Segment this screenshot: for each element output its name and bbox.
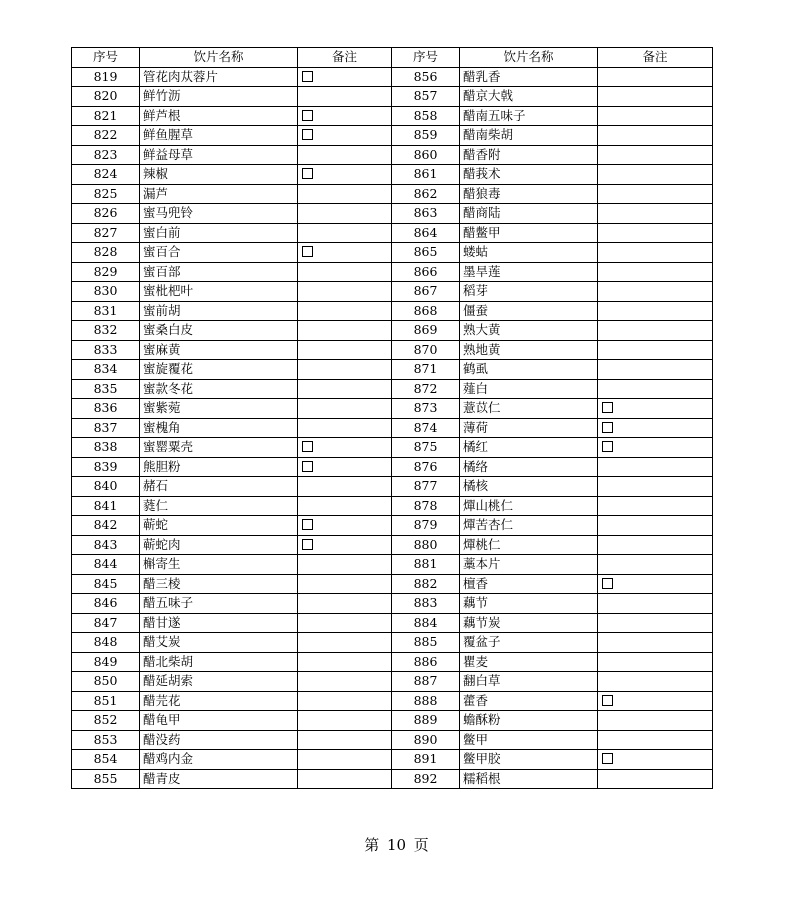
herb-name-cell: 藕节 bbox=[460, 594, 598, 614]
herb-name-cell: 醋青皮 bbox=[140, 769, 298, 789]
table-row bbox=[72, 477, 713, 497]
herb-name-cell: 蜜紫菀 bbox=[140, 399, 298, 419]
note-cell bbox=[298, 711, 392, 731]
serial-cell: 832 bbox=[72, 321, 140, 341]
serial-cell: 837 bbox=[72, 418, 140, 438]
note-cell bbox=[598, 282, 713, 302]
serial-cell: 821 bbox=[72, 106, 140, 126]
serial-cell: 874 bbox=[392, 418, 460, 438]
serial-cell: 849 bbox=[72, 652, 140, 672]
table-row bbox=[72, 457, 713, 477]
serial-cell: 865 bbox=[392, 243, 460, 263]
serial-cell: 889 bbox=[392, 711, 460, 731]
checkbox-mark-icon bbox=[302, 441, 313, 452]
note-cell bbox=[598, 769, 713, 789]
table-row bbox=[72, 730, 713, 750]
herb-name-cell: 燀桃仁 bbox=[460, 535, 598, 555]
note-cell bbox=[298, 360, 392, 380]
note-cell bbox=[598, 574, 713, 594]
header-name-left: 饮片名称 bbox=[140, 48, 298, 68]
note-cell bbox=[598, 204, 713, 224]
serial-cell: 857 bbox=[392, 87, 460, 107]
serial-cell: 835 bbox=[72, 379, 140, 399]
herb-name-cell: 醋北柴胡 bbox=[140, 652, 298, 672]
checkbox-mark-icon bbox=[302, 110, 313, 121]
note-cell bbox=[298, 691, 392, 711]
note-cell bbox=[598, 126, 713, 146]
serial-cell: 838 bbox=[72, 438, 140, 458]
herb-name-cell: 醋没药 bbox=[140, 730, 298, 750]
serial-cell: 852 bbox=[72, 711, 140, 731]
note-cell bbox=[598, 145, 713, 165]
serial-cell: 820 bbox=[72, 87, 140, 107]
serial-cell: 853 bbox=[72, 730, 140, 750]
serial-cell: 879 bbox=[392, 516, 460, 536]
note-cell bbox=[298, 145, 392, 165]
serial-cell: 864 bbox=[392, 223, 460, 243]
serial-cell: 892 bbox=[392, 769, 460, 789]
table-row bbox=[72, 496, 713, 516]
serial-cell: 882 bbox=[392, 574, 460, 594]
note-cell bbox=[298, 477, 392, 497]
note-cell bbox=[298, 633, 392, 653]
herb-name-cell: 蜜枇杷叶 bbox=[140, 282, 298, 302]
serial-cell: 829 bbox=[72, 262, 140, 282]
table-row bbox=[72, 516, 713, 536]
herb-name-cell: 醋龟甲 bbox=[140, 711, 298, 731]
note-cell bbox=[298, 555, 392, 575]
herb-name-cell: 蕲蛇肉 bbox=[140, 535, 298, 555]
serial-cell: 869 bbox=[392, 321, 460, 341]
herb-name-cell: 薤白 bbox=[460, 379, 598, 399]
herb-name-cell: 鲜益母草 bbox=[140, 145, 298, 165]
serial-cell: 873 bbox=[392, 399, 460, 419]
herb-name-cell: 蜜槐角 bbox=[140, 418, 298, 438]
note-cell bbox=[598, 730, 713, 750]
note-cell bbox=[598, 750, 713, 770]
note-cell bbox=[298, 204, 392, 224]
herb-name-cell: 糯稻根 bbox=[460, 769, 598, 789]
checkbox-mark-icon bbox=[302, 246, 313, 257]
serial-cell: 851 bbox=[72, 691, 140, 711]
serial-cell: 846 bbox=[72, 594, 140, 614]
herb-name-cell: 鲜鱼腥草 bbox=[140, 126, 298, 146]
note-cell bbox=[598, 360, 713, 380]
serial-cell: 854 bbox=[72, 750, 140, 770]
header-row bbox=[72, 48, 713, 68]
table-row bbox=[72, 126, 713, 146]
serial-cell: 843 bbox=[72, 535, 140, 555]
serial-cell: 881 bbox=[392, 555, 460, 575]
note-cell bbox=[298, 535, 392, 555]
serial-cell: 868 bbox=[392, 301, 460, 321]
table-row bbox=[72, 301, 713, 321]
serial-cell: 825 bbox=[72, 184, 140, 204]
checkbox-mark-icon bbox=[602, 753, 613, 764]
table-row bbox=[72, 672, 713, 692]
herb-name-cell: 醋延胡索 bbox=[140, 672, 298, 692]
checkbox-mark-icon bbox=[302, 539, 313, 550]
serial-cell: 866 bbox=[392, 262, 460, 282]
herb-name-cell: 藕节炭 bbox=[460, 613, 598, 633]
checkbox-mark-icon bbox=[302, 71, 313, 82]
serial-cell: 880 bbox=[392, 535, 460, 555]
herb-name-cell: 辣椒 bbox=[140, 165, 298, 185]
herb-name-cell: 墨旱莲 bbox=[460, 262, 598, 282]
table-row bbox=[72, 243, 713, 263]
table-row bbox=[72, 282, 713, 302]
checkbox-mark-icon bbox=[602, 422, 613, 433]
table-row bbox=[72, 399, 713, 419]
note-cell bbox=[298, 301, 392, 321]
table-row bbox=[72, 262, 713, 282]
serial-cell: 842 bbox=[72, 516, 140, 536]
note-cell bbox=[298, 282, 392, 302]
note-cell bbox=[298, 516, 392, 536]
herb-name-cell: 醋南五味子 bbox=[460, 106, 598, 126]
table-row bbox=[72, 633, 713, 653]
header-name-right: 饮片名称 bbox=[460, 48, 598, 68]
note-cell bbox=[598, 418, 713, 438]
header-serial-left: 序号 bbox=[72, 48, 140, 68]
table-row bbox=[72, 223, 713, 243]
serial-cell: 823 bbox=[72, 145, 140, 165]
note-cell bbox=[298, 262, 392, 282]
serial-cell: 824 bbox=[72, 165, 140, 185]
herb-name-cell: 熊胆粉 bbox=[140, 457, 298, 477]
table-row bbox=[72, 184, 713, 204]
table-row bbox=[72, 769, 713, 789]
serial-cell: 883 bbox=[392, 594, 460, 614]
checkbox-mark-icon bbox=[302, 519, 313, 530]
herb-name-cell: 薏苡仁 bbox=[460, 399, 598, 419]
herb-name-cell: 鳖甲 bbox=[460, 730, 598, 750]
herb-name-cell: 鲜竹沥 bbox=[140, 87, 298, 107]
note-cell bbox=[598, 243, 713, 263]
note-cell bbox=[298, 672, 392, 692]
table-row bbox=[72, 360, 713, 380]
note-cell bbox=[298, 379, 392, 399]
serial-cell: 861 bbox=[392, 165, 460, 185]
note-cell bbox=[598, 321, 713, 341]
herb-name-cell: 醋艾炭 bbox=[140, 633, 298, 653]
herb-name-cell: 蟾酥粉 bbox=[460, 711, 598, 731]
serial-cell: 875 bbox=[392, 438, 460, 458]
herb-name-cell: 醋芫花 bbox=[140, 691, 298, 711]
serial-cell: 858 bbox=[392, 106, 460, 126]
header-serial-right: 序号 bbox=[392, 48, 460, 68]
note-cell bbox=[598, 477, 713, 497]
serial-cell: 885 bbox=[392, 633, 460, 653]
herb-name-cell: 翻白草 bbox=[460, 672, 598, 692]
note-cell bbox=[598, 106, 713, 126]
serial-cell: 870 bbox=[392, 340, 460, 360]
table-row bbox=[72, 652, 713, 672]
note-cell bbox=[298, 106, 392, 126]
table-row bbox=[72, 321, 713, 341]
herb-name-cell: 蜜马兜铃 bbox=[140, 204, 298, 224]
herb-name-cell: 醋狼毒 bbox=[460, 184, 598, 204]
note-cell bbox=[298, 652, 392, 672]
serial-cell: 834 bbox=[72, 360, 140, 380]
serial-cell: 826 bbox=[72, 204, 140, 224]
herb-name-cell: 瞿麦 bbox=[460, 652, 598, 672]
herb-name-cell: 管花肉苁蓉片 bbox=[140, 67, 298, 87]
table-row bbox=[72, 574, 713, 594]
serial-cell: 844 bbox=[72, 555, 140, 575]
serial-cell: 859 bbox=[392, 126, 460, 146]
table-body bbox=[72, 67, 713, 789]
herb-name-cell: 醋五味子 bbox=[140, 594, 298, 614]
note-cell bbox=[298, 184, 392, 204]
note-cell bbox=[298, 165, 392, 185]
serial-cell: 833 bbox=[72, 340, 140, 360]
herb-name-cell: 赭石 bbox=[140, 477, 298, 497]
herb-name-cell: 醋香附 bbox=[460, 145, 598, 165]
herb-name-cell: 薄荷 bbox=[460, 418, 598, 438]
serial-cell: 862 bbox=[392, 184, 460, 204]
table-row bbox=[72, 691, 713, 711]
note-cell bbox=[598, 613, 713, 633]
herb-name-cell: 橘核 bbox=[460, 477, 598, 497]
herb-name-cell: 蜜白前 bbox=[140, 223, 298, 243]
note-cell bbox=[598, 165, 713, 185]
serial-cell: 839 bbox=[72, 457, 140, 477]
note-cell bbox=[298, 340, 392, 360]
note-cell bbox=[598, 496, 713, 516]
note-cell bbox=[298, 457, 392, 477]
note-cell bbox=[598, 438, 713, 458]
herb-name-cell: 醋三棱 bbox=[140, 574, 298, 594]
table-row bbox=[72, 67, 713, 87]
herb-name-cell: 覆盆子 bbox=[460, 633, 598, 653]
serial-cell: 886 bbox=[392, 652, 460, 672]
note-cell bbox=[598, 457, 713, 477]
herb-name-cell: 漏芦 bbox=[140, 184, 298, 204]
note-cell bbox=[598, 262, 713, 282]
serial-cell: 856 bbox=[392, 67, 460, 87]
herb-name-cell: 僵蚕 bbox=[460, 301, 598, 321]
note-cell bbox=[298, 438, 392, 458]
table-row bbox=[72, 106, 713, 126]
table-row bbox=[72, 145, 713, 165]
serial-cell: 847 bbox=[72, 613, 140, 633]
note-cell bbox=[598, 301, 713, 321]
herb-name-cell: 鳖甲胶 bbox=[460, 750, 598, 770]
herb-name-cell: 蜜桑白皮 bbox=[140, 321, 298, 341]
herb-name-cell: 鲜芦根 bbox=[140, 106, 298, 126]
note-cell bbox=[598, 67, 713, 87]
checkbox-mark-icon bbox=[302, 129, 313, 140]
table-row bbox=[72, 379, 713, 399]
herb-name-cell: 醋甘遂 bbox=[140, 613, 298, 633]
herb-name-cell: 蜜旋覆花 bbox=[140, 360, 298, 380]
herb-name-cell: 醋鳖甲 bbox=[460, 223, 598, 243]
serial-cell: 831 bbox=[72, 301, 140, 321]
serial-cell: 884 bbox=[392, 613, 460, 633]
note-cell bbox=[298, 321, 392, 341]
note-cell bbox=[598, 555, 713, 575]
serial-cell: 887 bbox=[392, 672, 460, 692]
herb-name-cell: 鹤虱 bbox=[460, 360, 598, 380]
table-row bbox=[72, 438, 713, 458]
serial-cell: 878 bbox=[392, 496, 460, 516]
note-cell bbox=[598, 223, 713, 243]
header-note-right: 备注 bbox=[598, 48, 713, 68]
serial-cell: 836 bbox=[72, 399, 140, 419]
table-row bbox=[72, 555, 713, 575]
note-cell bbox=[298, 496, 392, 516]
note-cell bbox=[298, 418, 392, 438]
serial-cell: 828 bbox=[72, 243, 140, 263]
herb-name-cell: 稻芽 bbox=[460, 282, 598, 302]
note-cell bbox=[298, 750, 392, 770]
note-cell bbox=[598, 711, 713, 731]
note-cell bbox=[298, 243, 392, 263]
note-cell bbox=[598, 516, 713, 536]
note-cell bbox=[298, 594, 392, 614]
note-cell bbox=[598, 87, 713, 107]
note-cell bbox=[598, 652, 713, 672]
checkbox-mark-icon bbox=[602, 441, 613, 452]
herb-name-cell: 熟地黄 bbox=[460, 340, 598, 360]
serial-cell: 890 bbox=[392, 730, 460, 750]
serial-cell: 845 bbox=[72, 574, 140, 594]
note-cell bbox=[598, 379, 713, 399]
note-cell bbox=[298, 574, 392, 594]
herb-name-cell: 燀苦杏仁 bbox=[460, 516, 598, 536]
checkbox-mark-icon bbox=[602, 402, 613, 413]
serial-cell: 888 bbox=[392, 691, 460, 711]
table-header bbox=[72, 48, 713, 68]
serial-cell: 877 bbox=[392, 477, 460, 497]
checkbox-mark-icon bbox=[302, 461, 313, 472]
note-cell bbox=[598, 535, 713, 555]
note-cell bbox=[298, 769, 392, 789]
note-cell bbox=[298, 223, 392, 243]
note-cell bbox=[598, 672, 713, 692]
note-cell bbox=[598, 633, 713, 653]
table-row bbox=[72, 165, 713, 185]
herb-name-cell: 燀山桃仁 bbox=[460, 496, 598, 516]
serial-cell: 867 bbox=[392, 282, 460, 302]
herb-name-cell: 槲寄生 bbox=[140, 555, 298, 575]
herb-name-cell: 蜜麻黄 bbox=[140, 340, 298, 360]
serial-cell: 872 bbox=[392, 379, 460, 399]
header-note-left: 备注 bbox=[298, 48, 392, 68]
serial-cell: 848 bbox=[72, 633, 140, 653]
checkbox-mark-icon bbox=[602, 695, 613, 706]
serial-cell: 863 bbox=[392, 204, 460, 224]
note-cell bbox=[298, 399, 392, 419]
table-row bbox=[72, 535, 713, 555]
herb-name-cell: 蜜百部 bbox=[140, 262, 298, 282]
note-cell bbox=[598, 399, 713, 419]
note-cell bbox=[298, 730, 392, 750]
herb-name-cell: 熟大黄 bbox=[460, 321, 598, 341]
serial-cell: 830 bbox=[72, 282, 140, 302]
table-row bbox=[72, 750, 713, 770]
herb-name-cell: 蕤仁 bbox=[140, 496, 298, 516]
herb-name-cell: 醋乳香 bbox=[460, 67, 598, 87]
herb-name-cell: 橘络 bbox=[460, 457, 598, 477]
note-cell bbox=[598, 594, 713, 614]
note-cell bbox=[298, 67, 392, 87]
checkbox-mark-icon bbox=[602, 578, 613, 589]
herb-name-cell: 醋南柴胡 bbox=[460, 126, 598, 146]
note-cell bbox=[598, 691, 713, 711]
herb-name-cell: 藿香 bbox=[460, 691, 598, 711]
herb-name-cell: 蜜款冬花 bbox=[140, 379, 298, 399]
table-row bbox=[72, 418, 713, 438]
note-cell bbox=[598, 184, 713, 204]
serial-cell: 827 bbox=[72, 223, 140, 243]
herb-name-cell: 蕲蛇 bbox=[140, 516, 298, 536]
herb-name-cell: 醋鸡内金 bbox=[140, 750, 298, 770]
herb-name-cell: 橘红 bbox=[460, 438, 598, 458]
serial-cell: 841 bbox=[72, 496, 140, 516]
serial-cell: 855 bbox=[72, 769, 140, 789]
herb-name-cell: 醋莪术 bbox=[460, 165, 598, 185]
serial-cell: 819 bbox=[72, 67, 140, 87]
herb-name-cell: 蜜百合 bbox=[140, 243, 298, 263]
serial-cell: 891 bbox=[392, 750, 460, 770]
note-cell bbox=[598, 340, 713, 360]
herbal-pieces-table bbox=[71, 47, 713, 789]
checkbox-mark-icon bbox=[302, 168, 313, 179]
table-row bbox=[72, 87, 713, 107]
page-number: 第 10 页 bbox=[364, 836, 429, 854]
note-cell bbox=[298, 87, 392, 107]
table-row bbox=[72, 204, 713, 224]
herb-name-cell: 蜜前胡 bbox=[140, 301, 298, 321]
herb-name-cell: 蝼蛄 bbox=[460, 243, 598, 263]
serial-cell: 871 bbox=[392, 360, 460, 380]
table-row bbox=[72, 594, 713, 614]
table-row bbox=[72, 340, 713, 360]
herb-name-cell: 檀香 bbox=[460, 574, 598, 594]
serial-cell: 840 bbox=[72, 477, 140, 497]
table-row bbox=[72, 613, 713, 633]
herb-name-cell: 藁本片 bbox=[460, 555, 598, 575]
table-row bbox=[72, 711, 713, 731]
serial-cell: 860 bbox=[392, 145, 460, 165]
serial-cell: 822 bbox=[72, 126, 140, 146]
note-cell bbox=[298, 126, 392, 146]
herb-name-cell: 醋京大戟 bbox=[460, 87, 598, 107]
herb-name-cell: 醋商陆 bbox=[460, 204, 598, 224]
herb-name-cell: 蜜罂粟壳 bbox=[140, 438, 298, 458]
serial-cell: 876 bbox=[392, 457, 460, 477]
serial-cell: 850 bbox=[72, 672, 140, 692]
note-cell bbox=[298, 613, 392, 633]
